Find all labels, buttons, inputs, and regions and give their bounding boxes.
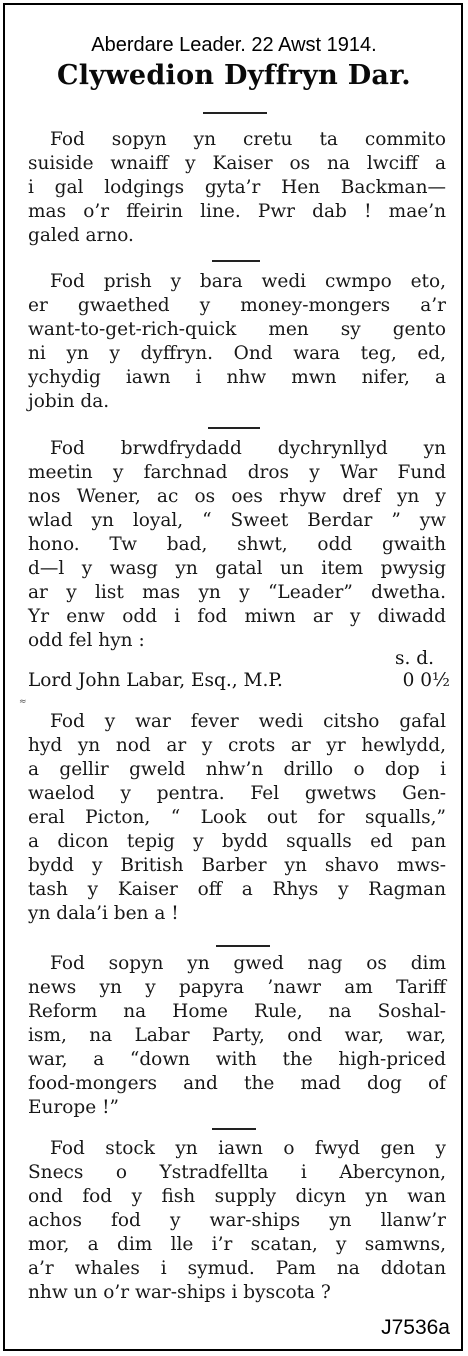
donor-name: Lord John Labar, Esq., M.P.	[28, 670, 283, 691]
separator-rule-3	[216, 945, 270, 947]
text-line: eral Picton, “ Look out for squalls,”	[28, 807, 446, 828]
paragraph-4	[28, 710, 446, 926]
text-line: wlad yn loyal, “ Sweet Berdar ” yw	[28, 510, 446, 531]
text-line: er gwaethed y money-mongers a’r	[28, 295, 446, 316]
text-line: a gellir gweld nhw’n drillo o dop i	[28, 759, 446, 780]
paragraph-5	[28, 952, 446, 1120]
text-line: news yn y papyra ’nawr am Tariff	[28, 977, 446, 998]
text-line: i gal lodgings gyta’r Hen Backman—	[28, 177, 446, 198]
text-line: mas o’r ffeirin line. Pwr dab ! mae’n	[28, 201, 446, 222]
text-line: food-mongers and the mad dog of	[28, 1073, 446, 1094]
paragraph-2	[28, 270, 446, 414]
text-line: Snecs o Ystradfellta i Abercynon,	[28, 1162, 446, 1183]
separator-rule-1	[212, 260, 260, 262]
text-line: nos Wener, ac os oes rhyw dref yn y	[28, 486, 446, 507]
separator-rule-2	[208, 427, 260, 429]
paragraph-1	[28, 128, 446, 248]
text-line: mor, a dim lle i’r scatan, y samwns,	[28, 1234, 446, 1255]
text-line: Fod sopyn yn gwed nag os dim	[50, 953, 446, 974]
text-line: Reform na Home Rule, na Soshal-	[28, 1001, 446, 1022]
reference-code: J7536a	[381, 1316, 450, 1339]
text-line: hyd yn nod ar y crots ar yr hewlydd,	[28, 735, 446, 756]
text-line: ar y list mas yn y “Leader” dwetha.	[28, 582, 446, 603]
paragraph-3	[28, 437, 446, 653]
text-line: Fod stock yn iawn o fwyd gen y	[50, 1138, 446, 1159]
text-line: jobin da.	[28, 391, 110, 412]
text-line: galed arno.	[28, 225, 134, 246]
text-line: meetin y farchnad dros y War Fund	[28, 462, 446, 483]
text-line: bydd y British Barber yn shavo mws-	[28, 855, 446, 876]
text-line: odd fel hyn :	[28, 630, 145, 651]
text-line: Fod y war fever wedi citsho gafal	[50, 711, 446, 732]
donor-amount: 0 0½	[402, 670, 450, 691]
text-line: want-to-get-rich-quick men sy gento	[28, 319, 446, 340]
text-line: d—l y wasg yn gatal un item pwysig	[28, 558, 446, 579]
text-line: yn dala’i ben a !	[28, 903, 179, 924]
text-line: nhw un o’r war-ships i byscota ?	[28, 1282, 331, 1303]
paragraph-6	[28, 1137, 446, 1305]
separator-rule-4	[212, 1128, 256, 1130]
text-line: hono. Tw bad, shwt, odd gwaith	[28, 534, 446, 555]
text-line: tash y Kaiser off a Rhys y Ragman	[28, 879, 446, 900]
text-line: achos fod y war-ships yn llanw’r	[28, 1210, 446, 1231]
print-mark: ≈	[19, 697, 27, 707]
text-line: war, a “down with the high-priced	[28, 1049, 446, 1070]
text-line: ond fod y fish supply dicyn yn wan	[28, 1186, 446, 1207]
text-line: Fod sopyn yn cretu ta commito	[50, 129, 446, 150]
text-line: Fod brwdfrydadd dychrynllyd yn	[50, 438, 446, 459]
headline-rule	[203, 112, 267, 114]
text-line: ni yn y dyffryn. Ond wara teg, ed,	[28, 343, 446, 364]
currency-columns-header: s. d.	[395, 648, 434, 669]
subscription-entry	[28, 670, 450, 691]
text-line: waelod y pentra. Fel gwetws Gen-	[28, 783, 446, 804]
source-citation: Aberdare Leader. 22 Awst 1914.	[91, 34, 377, 56]
text-line: ychydig iawn i nhw mwn nifer, a	[28, 367, 446, 388]
text-line: Europe !”	[28, 1097, 119, 1118]
text-line: a’r whales i symud. Pam na ddotan	[28, 1258, 446, 1279]
column-headline: Clywedion Dyffryn Dar.	[57, 60, 411, 91]
text-line: a dicon tepig y bydd squalls ed pan	[28, 831, 446, 852]
text-line: ism, na Labar Party, ond war, war,	[28, 1025, 446, 1046]
text-line: suiside wnaiff y Kaiser os na lwciff a	[28, 153, 446, 174]
text-line: Fod prish y bara wedi cwmpo eto,	[50, 271, 446, 292]
text-line: Yr enw odd i fod miwn ar y diwadd	[28, 606, 446, 627]
